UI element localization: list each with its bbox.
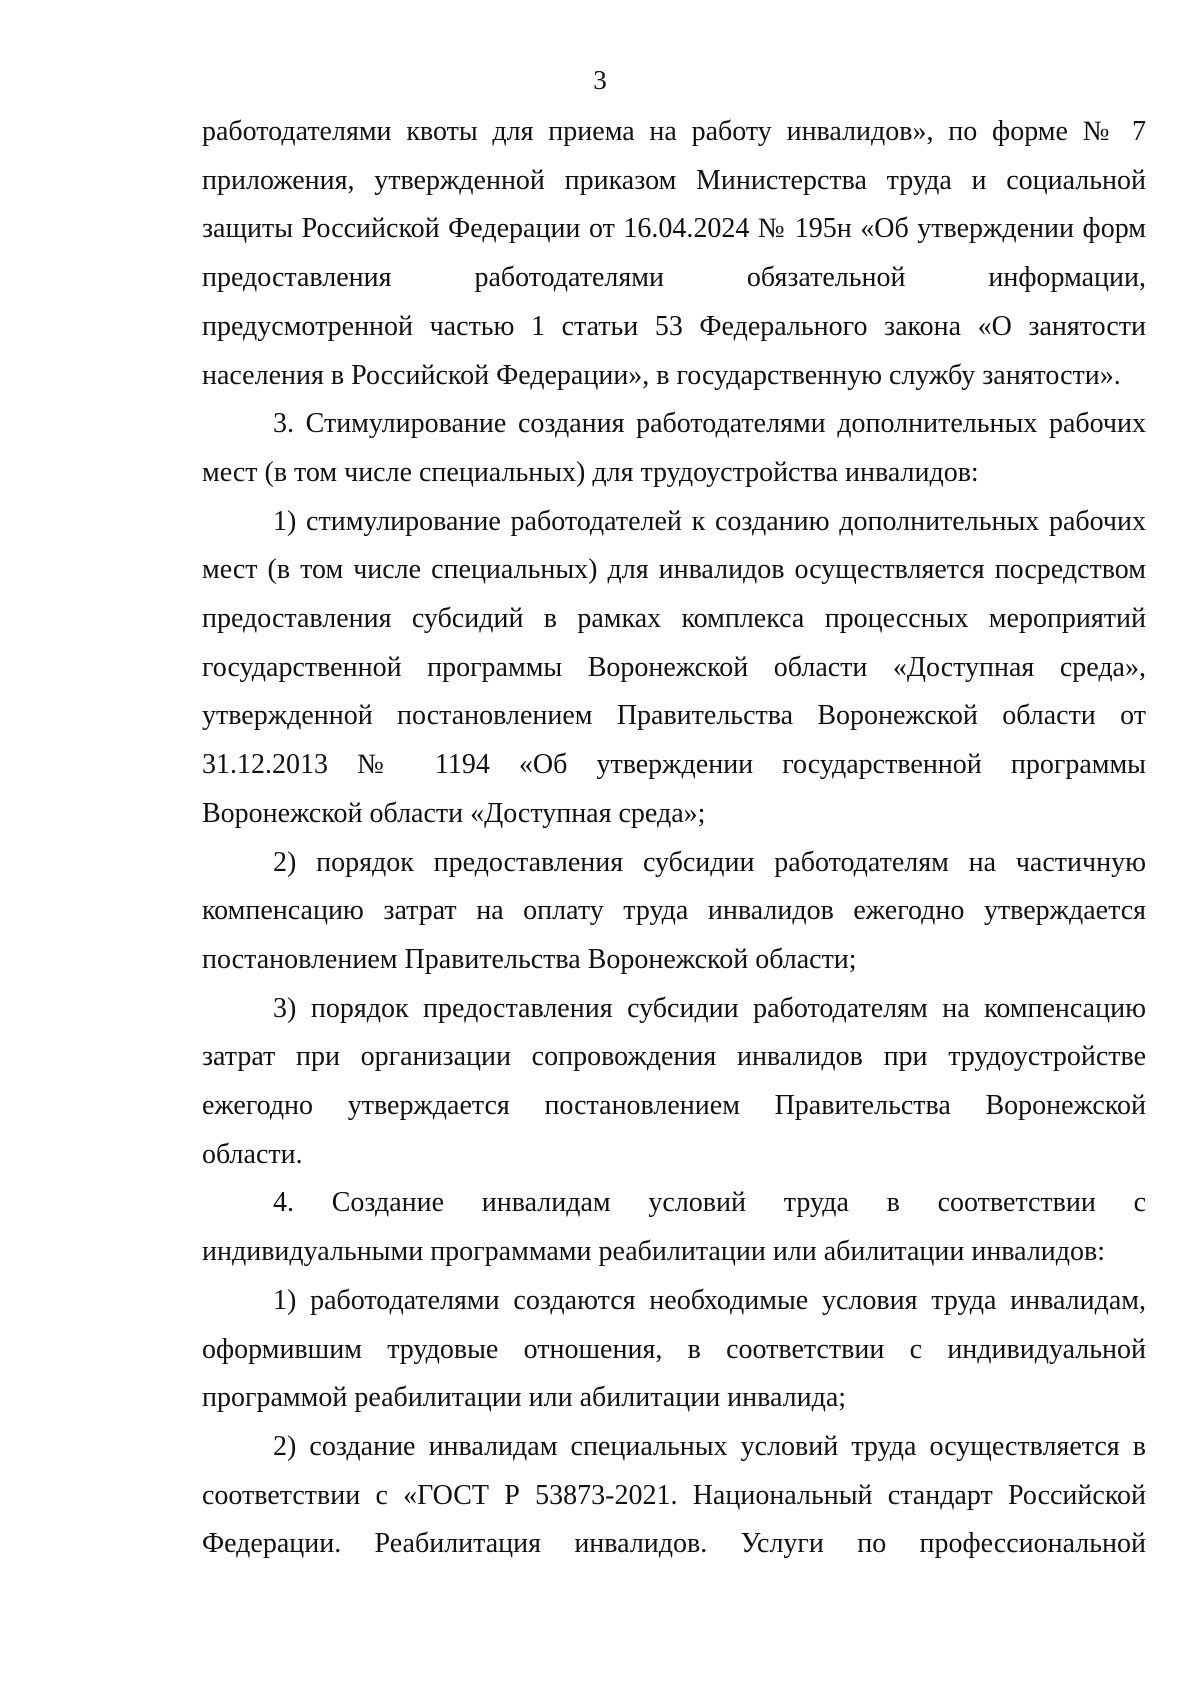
text-line: оформившим трудовые отношения, в соответствии с индивидуальной <box>202 1333 1146 1365</box>
section-3-item-1 <box>202 498 1146 839</box>
text-line: 31.12.2013 № 1194 «Об утверждении государственной программы <box>202 749 1146 781</box>
text-line: 1) работодателями создаются необходимые условия труда инвалидам, <box>273 1284 1146 1316</box>
text-line: 2) создание инвалидам специальных условий труда осуществляется в <box>273 1430 1146 1462</box>
text-line: 4. Создание инвалидам условий труда в соответствии с <box>273 1187 1146 1219</box>
text-line: затрат при организации сопровождения инвалидов при трудоустройстве <box>202 1041 1146 1073</box>
paragraph-continuation <box>202 108 1146 400</box>
text-line: области. <box>202 1138 303 1170</box>
text-line: защиты Российской Федерации от 16.04.2024 № 195н «Об утверждении форм <box>202 213 1146 245</box>
text-line: работодателями квоты для приема на работу инвалидов», по форме № 7 <box>202 116 1146 147</box>
text-line: ежегодно утверждается постановлением Правительства Воронежской <box>202 1090 1146 1122</box>
page-number: 3 <box>593 65 607 95</box>
text-line: государственной программы Воронежской области «Доступная среда», <box>202 651 1146 683</box>
text-line: мест (в том числе специальных) для трудоустройства инвалидов: <box>202 456 979 488</box>
section-4-item-2 <box>202 1423 1146 1569</box>
text-line: 3. Стимулирование создания работодателями дополнительных рабочих <box>273 408 1146 440</box>
text-line: соответствии с «ГОСТ Р 53873-2021. Национальный стандарт Российской <box>202 1479 1146 1511</box>
section-3-item-2 <box>202 839 1146 985</box>
text-line: 1) стимулирование работодателей к созданию дополнительных рабочих <box>273 505 1146 537</box>
text-line: утвержденной постановлением Правительства Воронежской области от <box>202 700 1146 732</box>
text-line: 3) порядок предоставления субсидии работодателям на компенсацию <box>273 992 1146 1024</box>
text-line: компенсацию затрат на оплату труда инвалидов ежегодно утверждается <box>202 895 1146 927</box>
text-line: индивидуальными программами реабилитации или абилитации инвалидов: <box>202 1236 1106 1268</box>
section-4-item-1 <box>202 1277 1146 1423</box>
section-3-item-3 <box>202 985 1146 1180</box>
text-line: мест (в том числе специальных) для инвалидов осуществляется посредством <box>202 554 1146 586</box>
text-line: 2) порядок предоставления субсидии работодателям на частичную <box>273 846 1146 878</box>
text-line: предусмотренной частью 1 статьи 53 Федерального закона «О занятости <box>202 310 1146 342</box>
document-body <box>202 108 1146 1569</box>
section-4-heading <box>202 1179 1146 1276</box>
text-line: Федерации. Реабилитация инвалидов. Услуги по профессиональной <box>202 1528 1146 1560</box>
text-line: программой реабилитации или абилитации инвалида; <box>202 1382 847 1414</box>
text-line: предоставления субсидий в рамках комплекса процессных мероприятий <box>202 603 1146 635</box>
text-line: приложения, утвержденной приказом Министерства труда и социальной <box>202 164 1146 196</box>
text-line: населения в Российской Федерации», в государственную службу занятости». <box>202 359 1121 391</box>
section-3-heading <box>202 400 1146 497</box>
text-line: предоставления работодателями обязательной информации, <box>202 262 1146 294</box>
text-line: постановлением Правительства Воронежской области; <box>202 943 857 975</box>
text-line: Воронежской области «Доступная среда»; <box>202 797 706 829</box>
